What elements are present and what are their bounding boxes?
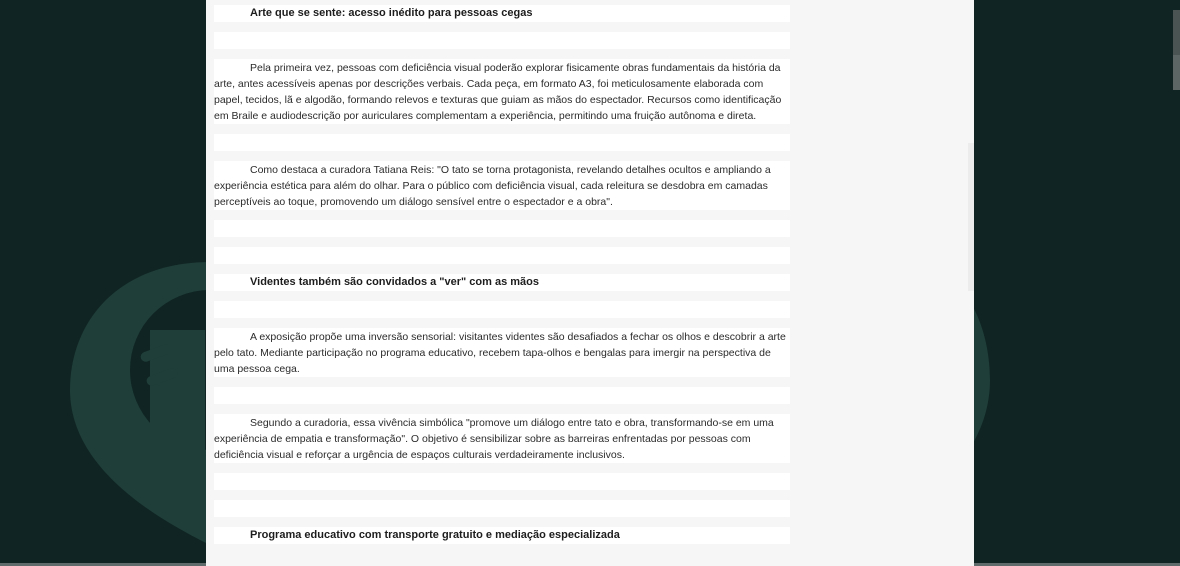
empty-line <box>214 220 790 237</box>
paragraph <box>214 328 790 377</box>
window-scrollbar-thumb[interactable] <box>1173 55 1180 90</box>
paragraph <box>214 59 790 124</box>
empty-line <box>214 473 790 490</box>
section-heading: Videntes também são convidados a "ver" com as mãos <box>214 274 790 291</box>
section-heading: Programa educativo com transporte gratuito e mediação especializada <box>214 527 790 544</box>
empty-line <box>214 301 790 318</box>
section-heading: Arte que se sente: acesso inédito para pessoas cegas <box>214 5 790 22</box>
document-content <box>214 5 790 554</box>
paragraph-text: Como destaca a curadora Tatiana Reis: "O tato se torna protagonista, revelando detalhes ocultos e ampliando a experiência estética para além do olhar. Para o público com deficiência visual, cada releitura se desdobra em camadas perceptíveis ao toque, promovendo um diálogo sensível entre o espectador e a obra". <box>214 164 771 208</box>
empty-line <box>214 247 790 264</box>
paragraph-text: A exposição propõe uma inversão sensorial: visitantes videntes são desafiados a fechar os olhos e descobrir a arte pelo tato. Mediante participação no programa educativo, recebem tapa-olhos e bengalas para imergir na perspectiva de uma pessoa cega. <box>214 331 786 375</box>
empty-line <box>214 134 790 151</box>
paragraph <box>214 161 790 210</box>
empty-line <box>214 387 790 404</box>
document-scrollbar[interactable] <box>968 143 974 291</box>
paragraph-text: Pela primeira vez, pessoas com deficiência visual poderão explorar fisicamente obras fundamentais da história da arte, antes acessíveis apenas por descrições verbais. Cada peça, em formato A3, foi meticulosamente elaborada com papel, tecidos, lã e algodão, formando relevos e texturas que guiam as mãos do espectador. Recursos como identificação em Braile e audiodescrição por auriculares complementam a experiência, permitindo uma fruição autônoma e direta. <box>214 62 782 122</box>
empty-line <box>214 500 790 517</box>
paragraph <box>214 414 790 463</box>
empty-line <box>214 32 790 49</box>
paragraph-text: Segundo a curadoria, essa vivência simbólica "promove um diálogo entre tato e obra, transformando-se em uma experiência de empatia e transformação". O objetivo é sensibilizar sobre as barreiras enfrentadas por pessoas com deficiência visual e reforçar a urgência de espaços culturais verdadeiramente inclusivos. <box>214 417 774 461</box>
document-page <box>206 0 974 566</box>
